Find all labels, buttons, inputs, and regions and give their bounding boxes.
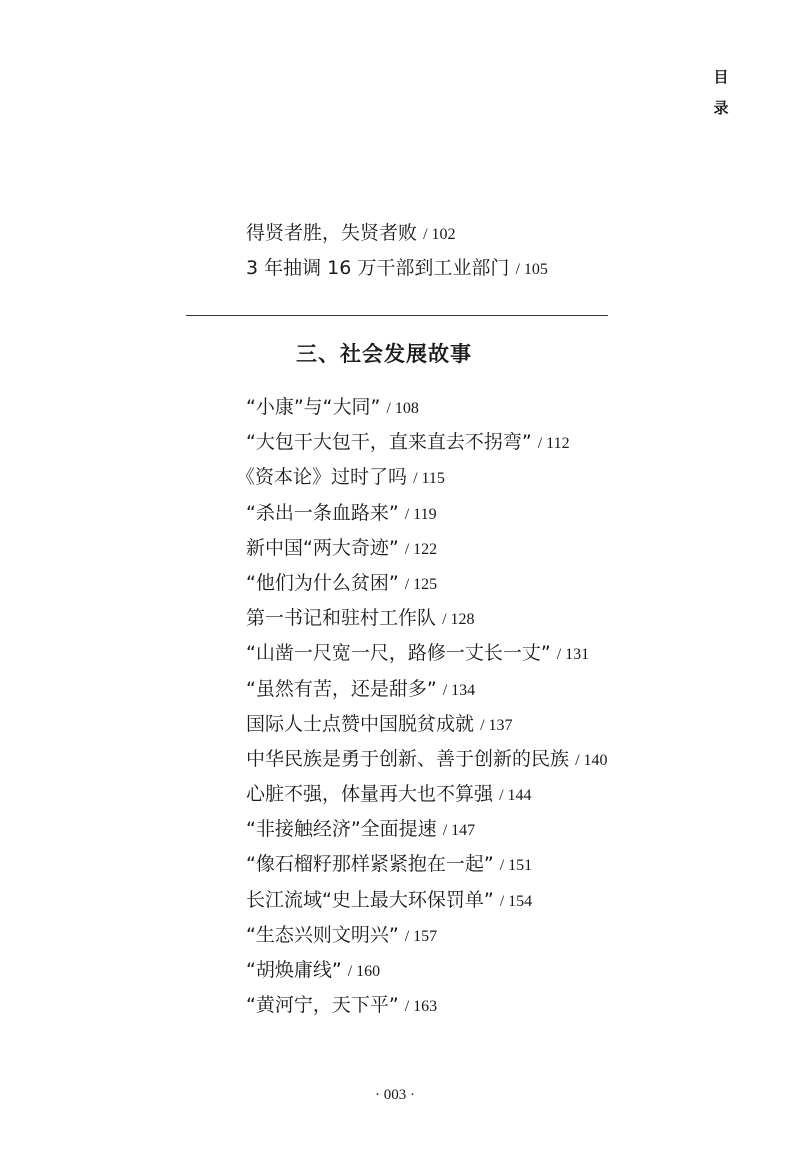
entry-title: 《资本论》过时了吗 bbox=[236, 466, 408, 489]
entry-title: “非接触经济”全面提速 bbox=[246, 818, 437, 841]
entry-title: 得贤者胜，失贤者败 bbox=[246, 222, 418, 244]
entry-page: / 140 bbox=[575, 751, 608, 769]
entry-title: 长江流域“史上最大环保罚单” bbox=[246, 888, 494, 911]
entry-title: 中华民族是勇于创新、善于创新的民族 bbox=[246, 747, 570, 770]
previous-section-entries bbox=[246, 216, 548, 286]
entry-page: / 163 bbox=[404, 998, 438, 1016]
entry-page: / 122 bbox=[404, 540, 438, 558]
entry-page: / 144 bbox=[499, 787, 532, 805]
entry-title: “生态兴则文明兴” bbox=[246, 923, 399, 946]
toc-entry[interactable] bbox=[246, 742, 608, 777]
entry-title: “胡焕庸线” bbox=[246, 959, 342, 981]
entry-page: / 119 bbox=[404, 505, 437, 523]
entry-title: “山凿一尺宽一尺，路修一丈长一丈” bbox=[246, 642, 551, 665]
entry-page: / 131 bbox=[556, 646, 590, 664]
toc-entry[interactable] bbox=[246, 390, 608, 425]
toc-entry[interactable] bbox=[246, 636, 608, 671]
entry-page: / 128 bbox=[442, 611, 475, 629]
toc-entry[interactable] bbox=[246, 216, 548, 251]
entry-page: / 157 bbox=[404, 927, 438, 945]
toc-entry[interactable] bbox=[246, 707, 608, 742]
entry-title: “他们为什么贫困” bbox=[246, 571, 399, 594]
toc-entry[interactable] bbox=[246, 847, 608, 882]
toc-entry[interactable] bbox=[246, 953, 608, 988]
entry-title: 第一书记和驻村工作队 bbox=[246, 607, 437, 630]
entry-title: “虽然有苦，还是甜多” bbox=[246, 677, 437, 700]
entry-title: “杀出一条血路来” bbox=[246, 501, 399, 524]
entry-page: / 134 bbox=[442, 681, 476, 699]
entry-title: 新中国“两大奇迹” bbox=[246, 536, 399, 559]
section-title: 三、社会发展故事 bbox=[296, 342, 472, 366]
entry-page: / 102 bbox=[423, 226, 456, 243]
page-number: · 003 · bbox=[375, 1087, 415, 1103]
toc-entry[interactable] bbox=[246, 601, 608, 636]
toc-entry[interactable] bbox=[246, 988, 608, 1023]
side-label-char: 录 bbox=[713, 99, 729, 117]
toc-entry[interactable] bbox=[246, 777, 608, 812]
toc-entry[interactable] bbox=[246, 883, 608, 918]
entry-page: / 151 bbox=[499, 857, 533, 875]
entry-title: 国际人士点赞中国脱贫成就 bbox=[246, 712, 475, 735]
entry-title: 3 年抽调 16 万干部到工业部门 bbox=[246, 257, 510, 280]
entry-page: / 125 bbox=[404, 575, 438, 593]
side-label-contents bbox=[711, 62, 731, 124]
toc-entry[interactable] bbox=[246, 531, 608, 566]
entry-title: “黄河宁，天下平” bbox=[246, 994, 399, 1017]
section-entries bbox=[236, 390, 608, 1023]
entry-title: “大包干大包干，直来直去不拐弯” bbox=[246, 431, 532, 454]
toc-entry[interactable] bbox=[236, 460, 608, 495]
toc-entry[interactable] bbox=[246, 566, 608, 601]
side-label-char: 目 bbox=[713, 68, 729, 86]
entry-page: / 137 bbox=[480, 716, 513, 734]
entry-page: / 105 bbox=[515, 261, 548, 279]
entry-page: / 115 bbox=[413, 470, 445, 488]
section-divider bbox=[186, 315, 608, 316]
entry-page: / 108 bbox=[386, 400, 419, 417]
entry-page: / 154 bbox=[499, 892, 533, 910]
entry-page: / 160 bbox=[347, 963, 381, 980]
toc-entry[interactable] bbox=[246, 251, 548, 286]
entry-page: / 112 bbox=[537, 435, 570, 453]
entry-title: “小康”与“大同” bbox=[246, 396, 381, 418]
toc-entry[interactable] bbox=[246, 425, 608, 460]
toc-entry[interactable] bbox=[246, 812, 608, 847]
entry-page: / 147 bbox=[442, 822, 476, 840]
toc-entry[interactable] bbox=[246, 918, 608, 953]
entry-title: “像石榴籽那样紧紧抱在一起” bbox=[246, 853, 494, 876]
toc-entry[interactable] bbox=[246, 672, 608, 707]
entry-title: 心脏不强，体量再大也不算强 bbox=[246, 783, 494, 806]
toc-entry[interactable] bbox=[246, 496, 608, 531]
